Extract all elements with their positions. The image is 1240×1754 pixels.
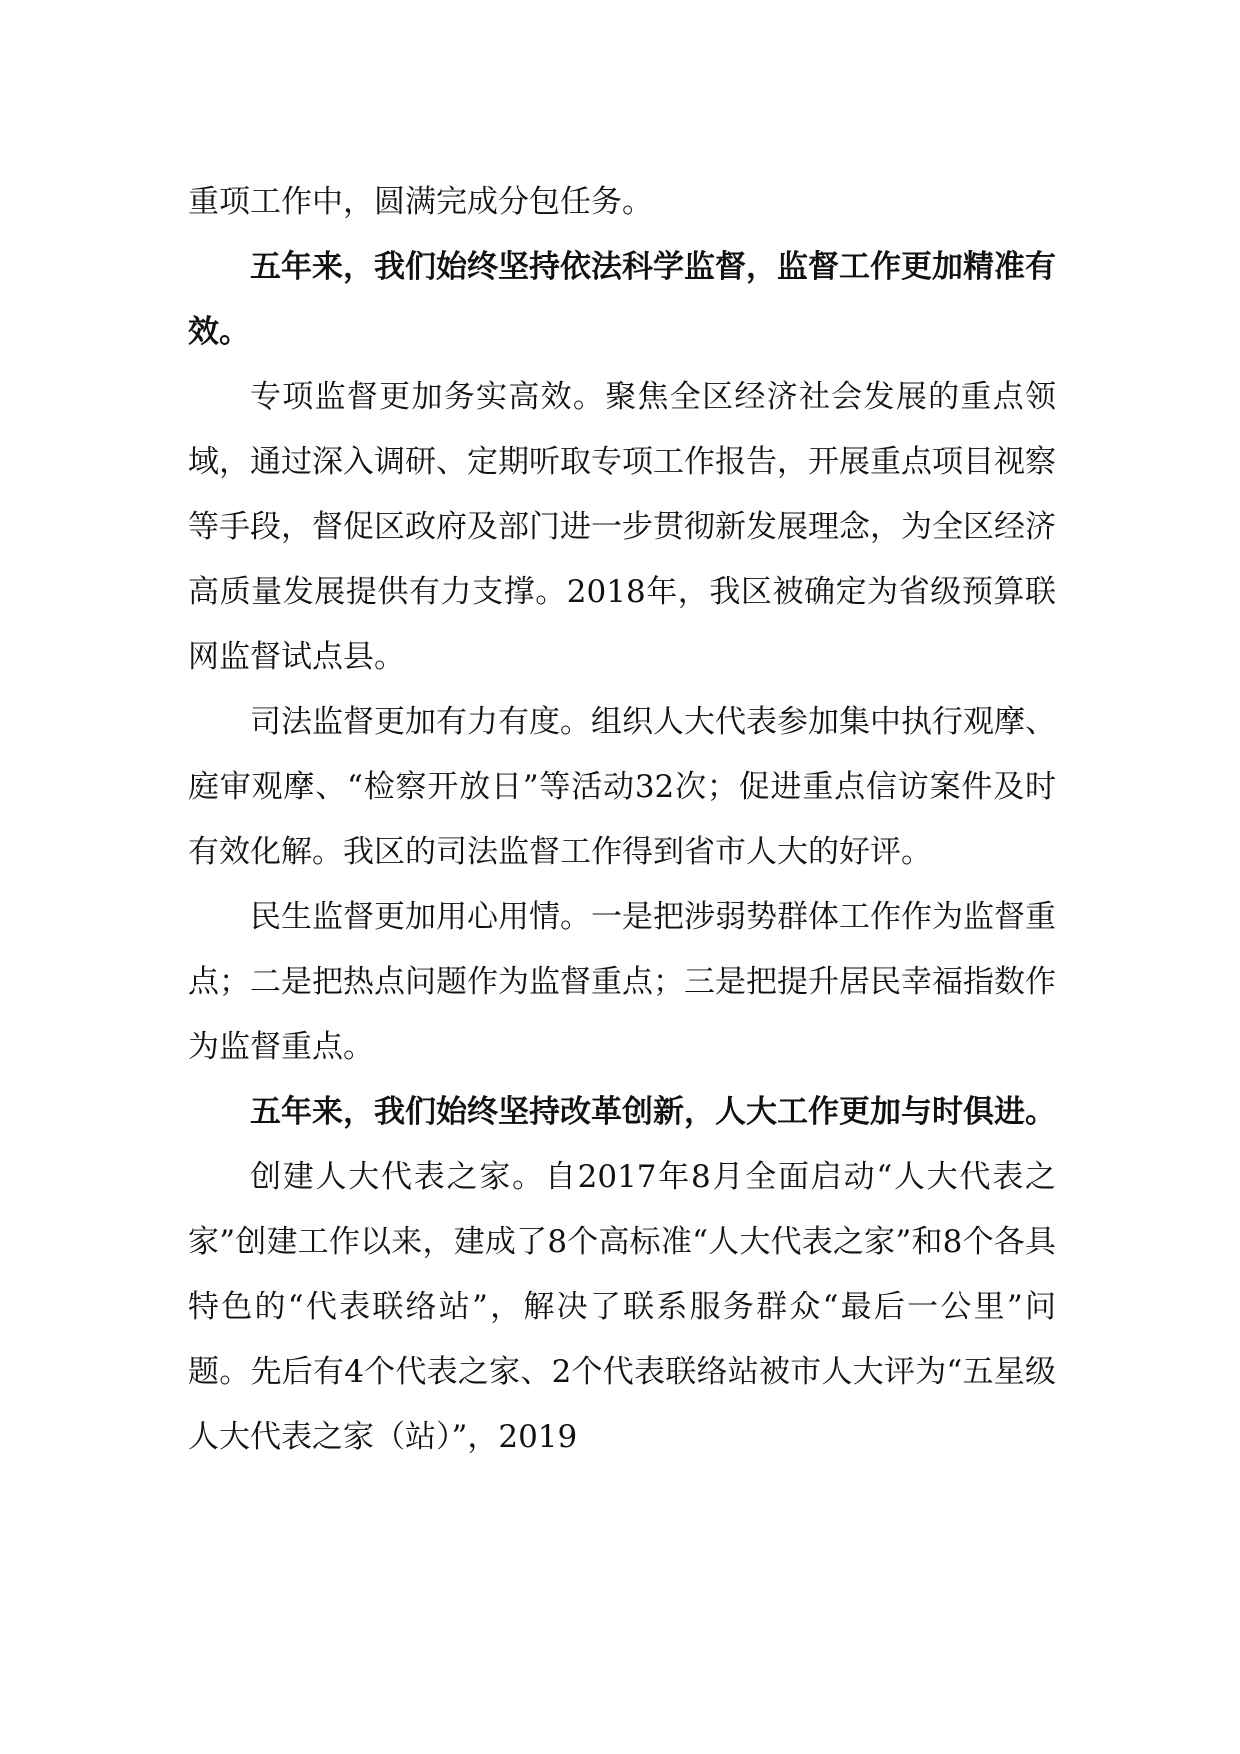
- section-heading-supervision: 五年来，我们始终坚持依法科学监督，监督工作更加精准有效。: [188, 249, 1056, 350]
- paragraph-livelihood-supervision: 民生监督更加用心用情。一是把涉弱势群体工作作为监督重点；二是把热点问题作为监督重点；三是把提升居民幸福指数作为监督重点。: [188, 899, 1056, 1065]
- paragraph-representative-home: 创建人大代表之家。自2017年8月全面启动“人大代表之家”创建工作以来，建成了8个高标准“人大代表之家”和8个各具特色的“代表联络站”，解决了联系服务群众“最后一公里”问题。先后有4个代表之家、2个代表联络站被市人大评为“五星级人大代表之家（站）”，2019: [188, 1159, 1056, 1455]
- paragraph-continuation: 重项工作中，圆满完成分包任务。: [188, 184, 653, 220]
- paragraph-special-supervision: 专项监督更加务实高效。聚焦全区经济社会发展的重点领域，通过深入调研、定期听取专项工作报告，开展重点项目视察等手段，督促区政府及部门进一步贯彻新发展理念，为全区经济高质量发展提供有力支撑。2018年，我区被确定为省级预算联网监督试点县。: [188, 379, 1056, 675]
- paragraph-judicial-supervision: 司法监督更加有力有度。组织人大代表参加集中执行观摩、庭审观摩、“检察开放日”等活动32次；促进重点信访案件及时有效化解。我区的司法监督工作得到省市人大的好评。: [188, 704, 1056, 870]
- document-page: [188, 170, 1056, 1470]
- section-heading-reform: 五年来，我们始终坚持改革创新，人大工作更加与时俱进。: [250, 1094, 1056, 1130]
